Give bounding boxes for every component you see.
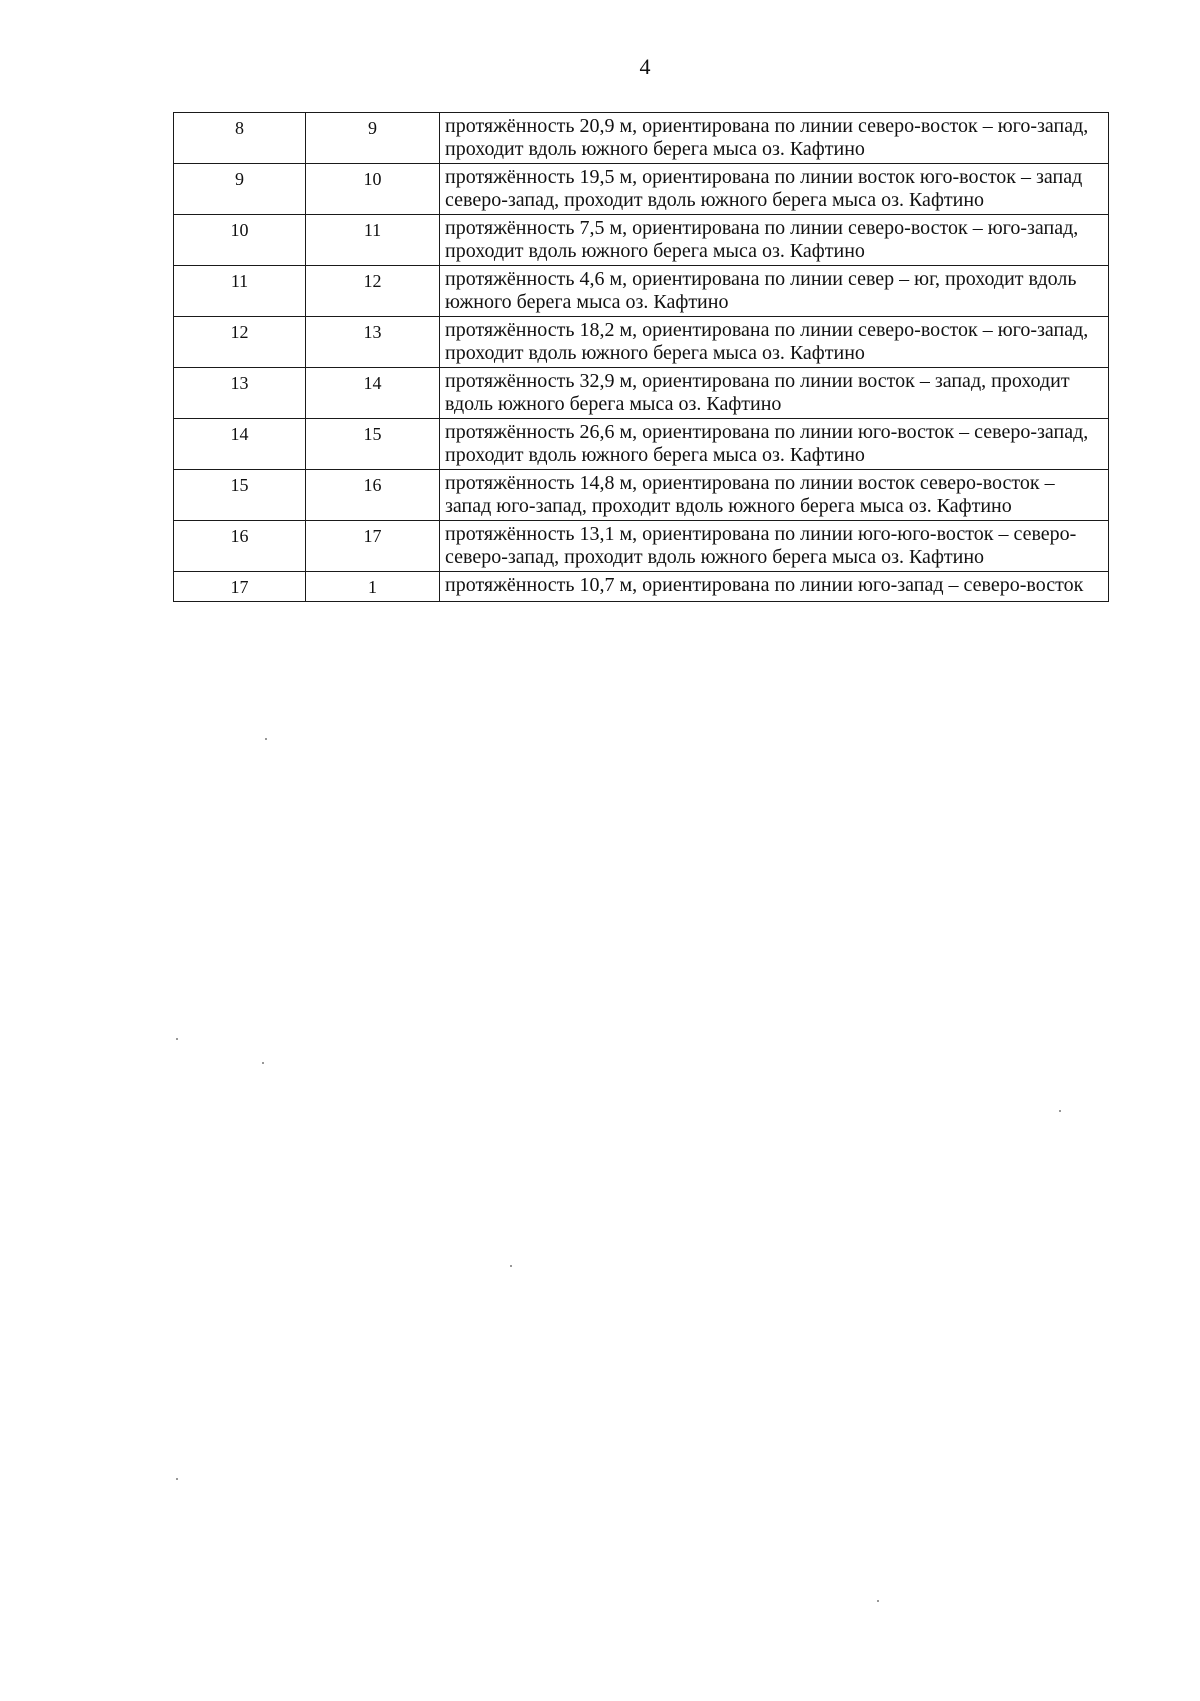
- scan-speck: [510, 1265, 512, 1267]
- table-row: [174, 572, 1109, 602]
- cell-to-point: 15: [306, 419, 440, 470]
- cell-from-point: 15: [174, 470, 306, 521]
- cell-to-point: 13: [306, 317, 440, 368]
- cell-from-point: 16: [174, 521, 306, 572]
- scan-speck: [877, 1600, 879, 1602]
- scan-speck: [262, 1062, 264, 1064]
- cell-segment-description: протяжённость 20,9 м, ориентирована по линии северо-восток – юго-запад, проходит вдоль южного берега мыса оз. Кафтино: [440, 113, 1109, 164]
- cell-from-point: 9: [174, 164, 306, 215]
- table-row: [174, 266, 1109, 317]
- cell-from-point: 8: [174, 113, 306, 164]
- table-row: [174, 419, 1109, 470]
- table-row: [174, 113, 1109, 164]
- table-row: [174, 215, 1109, 266]
- cell-segment-description: протяжённость 18,2 м, ориентирована по линии северо-восток – юго-запад, проходит вдоль южного берега мыса оз. Кафтино: [440, 317, 1109, 368]
- cell-segment-description: протяжённость 26,6 м, ориентирована по линии юго-восток – северо-запад, проходит вдоль южного берега мыса оз. Кафтино: [440, 419, 1109, 470]
- table-body: [174, 113, 1109, 602]
- cell-from-point: 13: [174, 368, 306, 419]
- table-row: [174, 368, 1109, 419]
- cell-to-point: 1: [306, 572, 440, 602]
- cell-from-point: 11: [174, 266, 306, 317]
- cell-from-point: 14: [174, 419, 306, 470]
- cell-from-point: 12: [174, 317, 306, 368]
- cell-segment-description: протяжённость 32,9 м, ориентирована по линии восток – запад, проходит вдоль южного берега мыса оз. Кафтино: [440, 368, 1109, 419]
- cell-to-point: 16: [306, 470, 440, 521]
- page-number: 4: [639, 54, 651, 79]
- scan-speck: [1059, 1110, 1061, 1112]
- scan-speck: [176, 1478, 178, 1480]
- table-row: [174, 164, 1109, 215]
- cell-to-point: 17: [306, 521, 440, 572]
- scan-speck: [265, 738, 267, 740]
- cell-segment-description: протяжённость 19,5 м, ориентирована по линии восток юго-восток – запад северо-запад, проходит вдоль южного берега мыса оз. Кафтино: [440, 164, 1109, 215]
- cell-segment-description: протяжённость 14,8 м, ориентирована по линии восток северо-восток – запад юго-запад, проходит вдоль южного берега мыса оз. Кафтино: [440, 470, 1109, 521]
- cell-to-point: 11: [306, 215, 440, 266]
- cell-segment-description: протяжённость 4,6 м, ориентирована по линии север – юг, проходит вдоль южного берега мыса оз. Кафтино: [440, 266, 1109, 317]
- cell-segment-description: протяжённость 7,5 м, ориентирована по линии северо-восток – юго-запад, проходит вдоль южного берега мыса оз. Кафтино: [440, 215, 1109, 266]
- cell-from-point: 17: [174, 572, 306, 602]
- cell-to-point: 9: [306, 113, 440, 164]
- cell-to-point: 14: [306, 368, 440, 419]
- table-row: [174, 521, 1109, 572]
- table-row: [174, 470, 1109, 521]
- cell-to-point: 10: [306, 164, 440, 215]
- cell-to-point: 12: [306, 266, 440, 317]
- table-row: [174, 317, 1109, 368]
- cell-from-point: 10: [174, 215, 306, 266]
- scan-speck: [176, 1038, 178, 1040]
- boundary-segments-table: [173, 112, 1109, 602]
- cell-segment-description: протяжённость 13,1 м, ориентирована по линии юго-юго-восток – северо-северо-запад, проходит вдоль южного берега мыса оз. Кафтино: [440, 521, 1109, 572]
- cell-segment-description: протяжённость 10,7 м, ориентирована по линии юго-запад – северо-восток: [440, 572, 1109, 602]
